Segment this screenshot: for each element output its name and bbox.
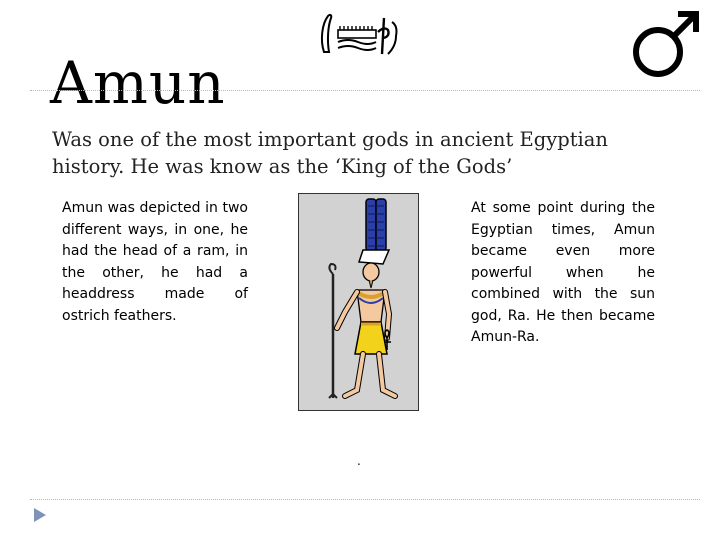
amun-hieroglyph-icon <box>318 12 402 58</box>
triangle-bullet-icon <box>33 507 47 523</box>
top-divider <box>30 90 700 91</box>
male-symbol-icon <box>628 6 704 82</box>
left-text-block: Amun was depicted in two different ways, in one, he had the head of a ram, in the other, he had a headdress made of ostrich feathers. <box>62 200 248 324</box>
bottom-divider <box>30 499 700 500</box>
amun-figure <box>299 194 418 410</box>
amun-image <box>298 193 419 411</box>
slide-subtitle: Was one of the most important gods in ancient Egyptian history. He was know as the ‘King of the Gods’ <box>52 128 608 178</box>
right-text-block: At some point during the Egyptian times, Amun became even more powerful when he combined with the sun god, Ra. He then became Amun-Ra. <box>471 200 655 345</box>
caption-dot: . <box>357 454 361 468</box>
slide-title: Amun <box>50 49 226 117</box>
